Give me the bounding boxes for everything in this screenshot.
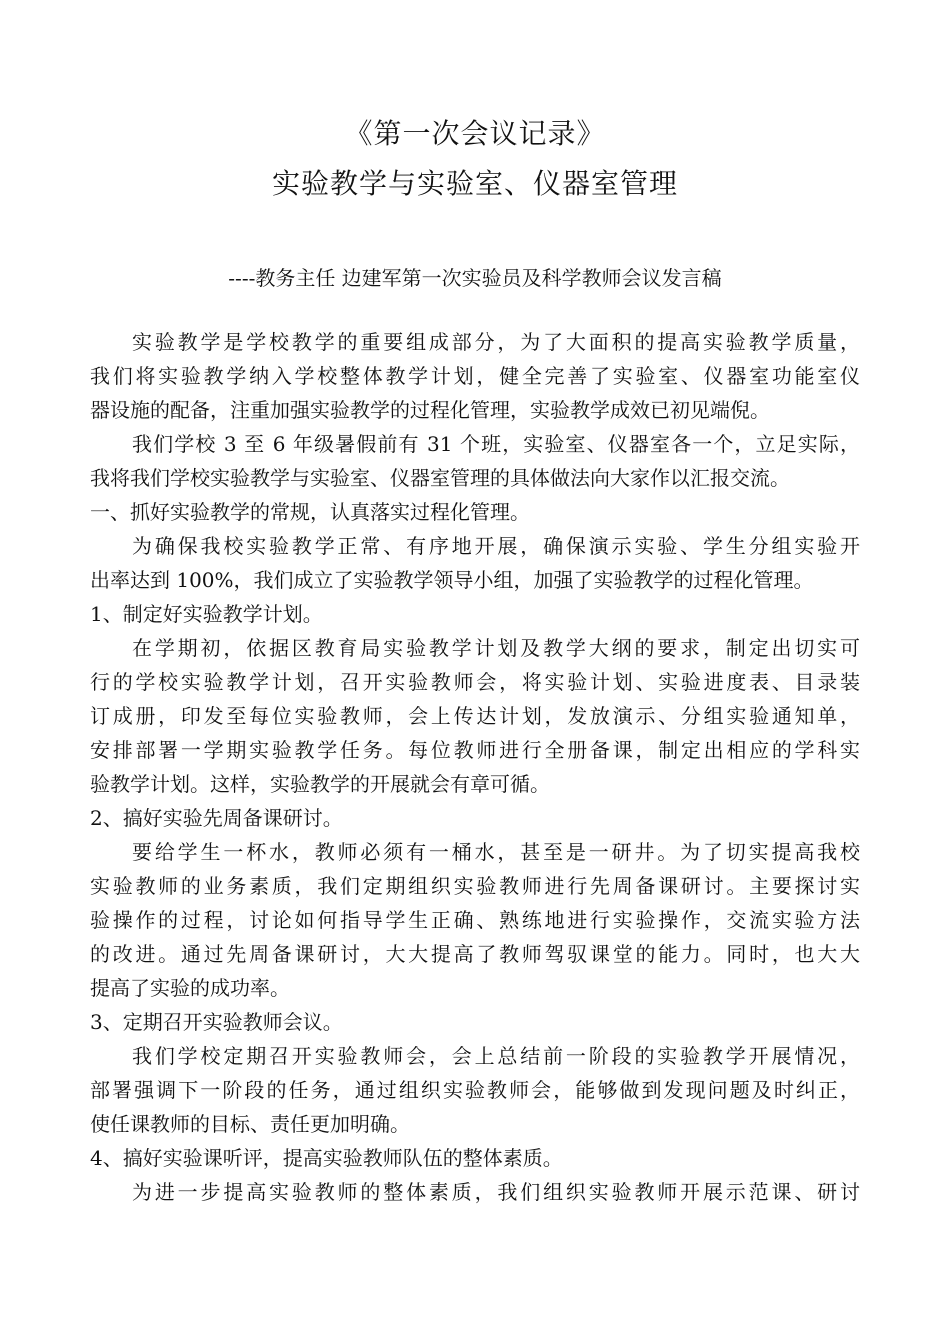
document-title: 《第一次会议记录》 (344, 117, 606, 150)
text-line: 订成册，印发至每位实验教师，会上传达计划，发放演示、分组实验通知单， (90, 704, 860, 728)
text-line: 要给学生一杯水，教师必须有一桶水，甚至是一研井。为了切实提高我校 (132, 840, 860, 864)
text-line: 的改进。通过先周备课研讨，大大提高了教师驾驭课堂的能力。同时，也大大 (90, 942, 860, 966)
text-line: 实验教学是学校教学的重要组成部分，为了大面积的提高实验教学质量， (132, 330, 860, 354)
text-line: 器设施的配备，注重加强实验教学的过程化管理，实验教学成效已初见端倪。 (90, 398, 770, 422)
subsection-heading: 3、定期召开实验教师会议。 (90, 1010, 343, 1034)
section-heading: 一、抓好实验教学的常规，认真落实过程化管理。 (90, 500, 530, 524)
text-line: 安排部署一学期实验教学任务。每位教师进行全册备课，制定出相应的学科实 (90, 738, 860, 762)
text-line: 验教学计划。这样，实验教学的开展就会有章可循。 (90, 772, 550, 796)
text-line: 我们学校定期召开实验教师会，会上总结前一阶段的实验教学开展情况， (132, 1044, 860, 1068)
text-line: 使任课教师的目标、责任更加明确。 (90, 1112, 410, 1136)
text-line: 实验教师的业务素质，我们定期组织实验教师进行先周备课研讨。主要探讨实 (90, 874, 860, 898)
subsection-heading: 2、搞好实验先周备课研讨。 (90, 806, 343, 830)
document-body (90, 325, 860, 1209)
subsection-heading: 1、制定好实验教学计划。 (90, 602, 323, 626)
text-line: 我们将实验教学纳入学校整体教学计划，健全完善了实验室、仪器室功能室仪 (90, 364, 860, 388)
text-line: 在学期初，依据区教育局实验教学计划及教学大纲的要求，制定出切实可 (132, 636, 860, 660)
text-line: 部署强调下一阶段的任务，通过组织实验教师会，能够做到发现问题及时纠正， (90, 1078, 860, 1102)
text-line: 我们学校 3 至 6 年级暑假前有 31 个班，实验室、仪器室各一个，立足实际， (132, 432, 860, 456)
subsection-heading: 4、搞好实验课听评，提高实验教师队伍的整体素质。 (90, 1146, 563, 1170)
document-subtitle: 实验教学与实验室、仪器室管理 (271, 167, 678, 200)
speaker-line: ----教务主任 边建军第一次实验员及科学教师会议发言稿 (228, 266, 722, 290)
text-line: 为确保我校实验教学正常、有序地开展，确保演示实验、学生分组实验开 (132, 534, 860, 558)
text-line: 提高了实验的成功率。 (90, 976, 290, 1000)
text-line: 行的学校实验教学计划，召开实验教师会，将实验计划、实验进度表、目录装 (90, 670, 860, 694)
text-line: 验操作的过程，讨论如何指导学生正确、熟练地进行实验操作，交流实验方法 (90, 908, 860, 932)
text-line: 我将我们学校实验教学与实验室、仪器室管理的具体做法向大家作以汇报交流。 (90, 466, 790, 490)
text-line: 为进一步提高实验教师的整体素质，我们组织实验教师开展示范课、研讨 (132, 1180, 860, 1204)
text-line: 出率达到 100%，我们成立了实验教学领导小组，加强了实验教学的过程化管理。 (90, 568, 814, 592)
